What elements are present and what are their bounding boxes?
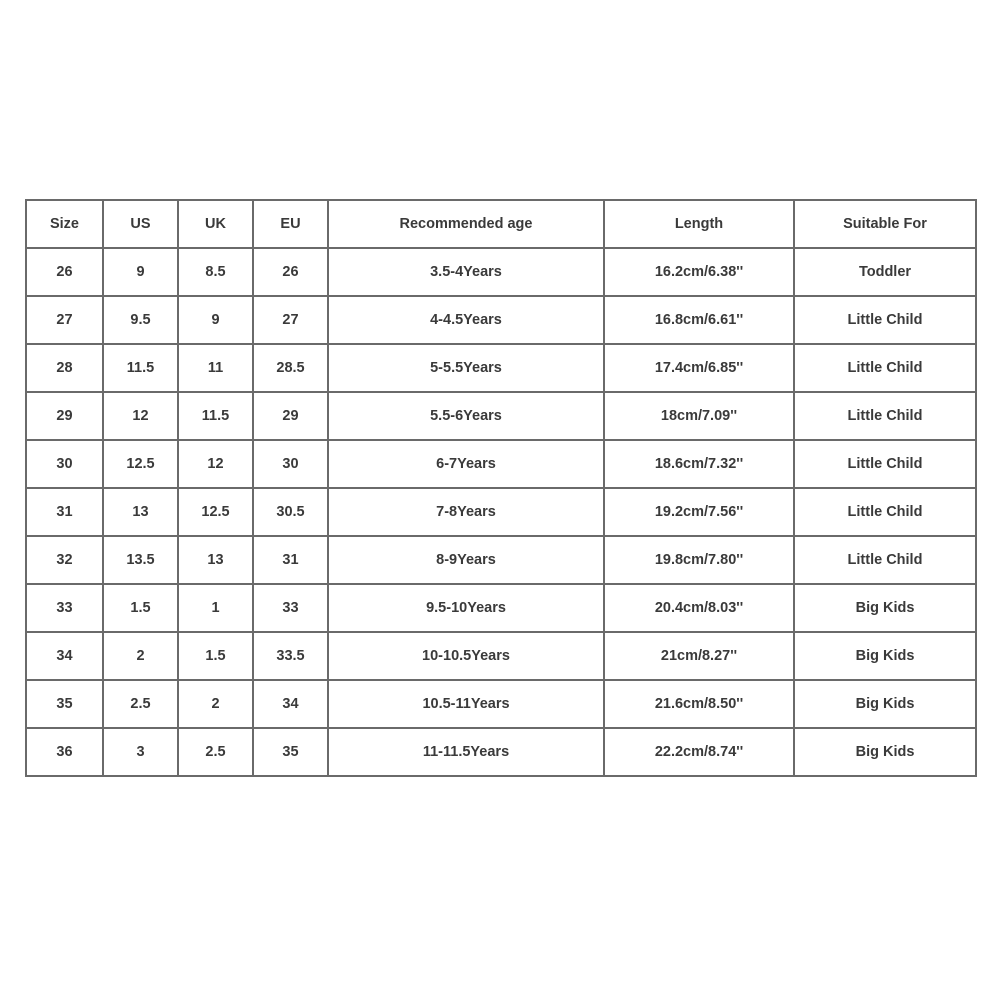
cell-us: 1.5 [103,584,178,632]
cell-size: 31 [26,488,103,536]
cell-suitable-for: Little Child [794,296,976,344]
header-suitable-for: Suitable For [794,200,976,248]
cell-length: 16.2cm/6.38'' [604,248,794,296]
cell-suitable-for: Big Kids [794,632,976,680]
cell-suitable-for: Little Child [794,392,976,440]
cell-suitable-for: Little Child [794,344,976,392]
table-row [26,632,976,680]
header-size: Size [26,200,103,248]
table-row [26,392,976,440]
cell-uk: 8.5 [178,248,253,296]
cell-uk: 11 [178,344,253,392]
cell-suitable-for: Little Child [794,536,976,584]
cell-recommended-age: 6-7Years [328,440,604,488]
size-chart-body [26,248,976,776]
cell-length: 19.2cm/7.56'' [604,488,794,536]
cell-length: 20.4cm/8.03'' [604,584,794,632]
cell-uk: 1 [178,584,253,632]
cell-eu: 33.5 [253,632,328,680]
cell-length: 21cm/8.27'' [604,632,794,680]
cell-recommended-age: 10-10.5Years [328,632,604,680]
cell-suitable-for: Big Kids [794,728,976,776]
cell-recommended-age: 4-4.5Years [328,296,604,344]
cell-us: 2.5 [103,680,178,728]
cell-length: 19.8cm/7.80'' [604,536,794,584]
table-row [26,680,976,728]
header-length: Length [604,200,794,248]
cell-eu: 26 [253,248,328,296]
cell-length: 16.8cm/6.61'' [604,296,794,344]
cell-uk: 2 [178,680,253,728]
cell-size: 29 [26,392,103,440]
cell-us: 3 [103,728,178,776]
table-row [26,440,976,488]
cell-eu: 30 [253,440,328,488]
cell-recommended-age: 8-9Years [328,536,604,584]
cell-size: 32 [26,536,103,584]
cell-length: 18cm/7.09'' [604,392,794,440]
table-row [26,536,976,584]
cell-size: 27 [26,296,103,344]
cell-size: 33 [26,584,103,632]
cell-eu: 34 [253,680,328,728]
cell-suitable-for: Little Child [794,488,976,536]
cell-eu: 30.5 [253,488,328,536]
cell-suitable-for: Big Kids [794,584,976,632]
cell-recommended-age: 10.5-11Years [328,680,604,728]
cell-us: 13.5 [103,536,178,584]
cell-length: 17.4cm/6.85'' [604,344,794,392]
table-row [26,584,976,632]
cell-recommended-age: 5.5-6Years [328,392,604,440]
table-row [26,488,976,536]
cell-us: 12.5 [103,440,178,488]
header-row [26,200,976,248]
table-row [26,344,976,392]
size-chart-table [25,199,977,777]
header-us: US [103,200,178,248]
cell-suitable-for: Little Child [794,440,976,488]
cell-suitable-for: Toddler [794,248,976,296]
cell-size: 30 [26,440,103,488]
cell-recommended-age: 7-8Years [328,488,604,536]
cell-recommended-age: 9.5-10Years [328,584,604,632]
cell-size: 35 [26,680,103,728]
cell-length: 22.2cm/8.74'' [604,728,794,776]
cell-us: 2 [103,632,178,680]
cell-suitable-for: Big Kids [794,680,976,728]
cell-recommended-age: 11-11.5Years [328,728,604,776]
cell-eu: 35 [253,728,328,776]
cell-length: 21.6cm/8.50'' [604,680,794,728]
cell-uk: 2.5 [178,728,253,776]
cell-size: 36 [26,728,103,776]
table-row [26,728,976,776]
cell-eu: 28.5 [253,344,328,392]
cell-size: 28 [26,344,103,392]
cell-uk: 13 [178,536,253,584]
cell-uk: 12.5 [178,488,253,536]
cell-us: 13 [103,488,178,536]
size-chart-header [26,200,976,248]
cell-us: 9 [103,248,178,296]
cell-uk: 12 [178,440,253,488]
cell-eu: 31 [253,536,328,584]
cell-us: 9.5 [103,296,178,344]
cell-uk: 9 [178,296,253,344]
cell-eu: 27 [253,296,328,344]
cell-us: 12 [103,392,178,440]
cell-size: 34 [26,632,103,680]
cell-us: 11.5 [103,344,178,392]
table-row [26,296,976,344]
cell-length: 18.6cm/7.32'' [604,440,794,488]
cell-size: 26 [26,248,103,296]
cell-recommended-age: 5-5.5Years [328,344,604,392]
header-eu: EU [253,200,328,248]
header-uk: UK [178,200,253,248]
table-row [26,248,976,296]
cell-eu: 29 [253,392,328,440]
header-recommended-age: Recommended age [328,200,604,248]
cell-recommended-age: 3.5-4Years [328,248,604,296]
cell-uk: 1.5 [178,632,253,680]
cell-eu: 33 [253,584,328,632]
cell-uk: 11.5 [178,392,253,440]
